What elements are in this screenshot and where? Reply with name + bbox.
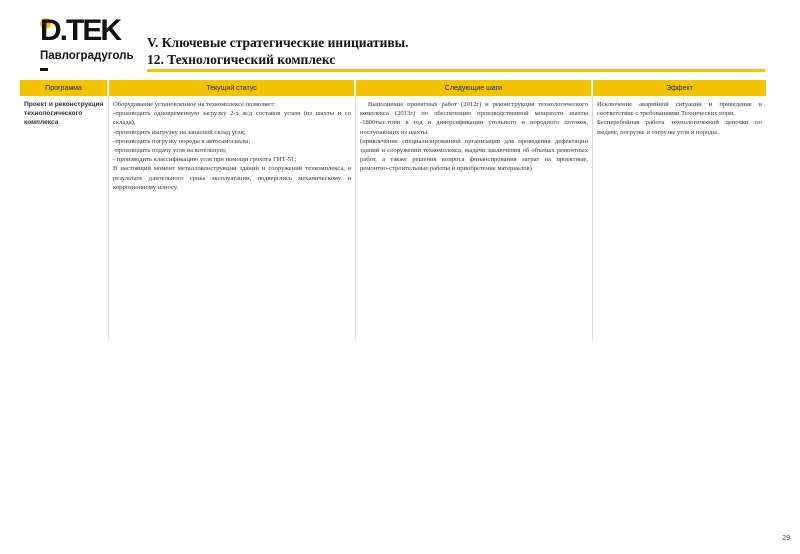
effect-text: Бесперебойная работа технологической цепочки по выдаче, погрузке и отгрузке угля и породы. (597, 119, 762, 136)
company-logo (40, 16, 140, 74)
status-line: - производить классификацию угля при помощи грохота ГИТ-51; (113, 156, 297, 164)
logo-underline (40, 68, 48, 71)
status-line: Оборудование установленное на техкомплексе позволяет: (113, 101, 276, 108)
next-step-text: (привлечение специализированной организации для проведения дефектации зданий и сооружений техкомплекса, выдачи заключения об объемах ремонтных работ, а также решения вопроса финансирования затрат на проектные, ремонтно-строительные работы и приобретение материалов) (360, 137, 588, 173)
cell-effect (593, 96, 766, 340)
page-title (147, 34, 409, 68)
page-number: 29 (782, 535, 790, 542)
status-line: -производить одновременную загрузку 2-х ж/д составов углем (из шахты и со склада), (113, 110, 351, 127)
table-row (20, 96, 766, 340)
status-line: В настоящий момент металлоконструкции зданий и сооружений техкомплекса, в результате длительного срока эксплуатации, подверглись механическому и коррозионному износу. (113, 165, 351, 191)
logo-brand: D.TEK (40, 14, 120, 47)
title-line-1: V. Ключевые стратегические инициативы. (147, 35, 409, 50)
title-rule (147, 69, 765, 72)
logo-subtitle: Павлоградуголь (40, 50, 134, 62)
header-program: Программа (20, 80, 109, 96)
cell-status (109, 96, 356, 340)
next-step-text: Выполнение проектных работ (2012г) и реконструкция технологического комплекса (2013г) по обеспечению производственной мощности шахты -1800тыс.тонн в год и диверсификации угольного и породного потоков, поступающих из шахты. (360, 101, 588, 136)
header-status: Текущий статус (109, 80, 356, 96)
table-header-row (20, 80, 766, 96)
status-line: -производить выгрузку на запасной склад угля; (113, 128, 246, 136)
header-effect: Эффект (593, 80, 766, 96)
cell-next-steps (356, 96, 593, 340)
cell-program: Проект и реконструкция технологического комплекса (20, 96, 109, 340)
effect-text: Исключение аварийной ситуации и приведение в соответствие с требованиями Технических норм. (597, 101, 762, 118)
status-line: -производить подачу угля на котельную; (113, 147, 227, 155)
logo-mark (40, 16, 120, 46)
initiatives-table (20, 80, 766, 340)
status-line: -производить погрузку породы в автосамосвалы; (113, 137, 251, 145)
title-line-2: 12. Технологический комплекс (147, 52, 336, 67)
header-next-steps: Следующие шаги (356, 80, 593, 96)
